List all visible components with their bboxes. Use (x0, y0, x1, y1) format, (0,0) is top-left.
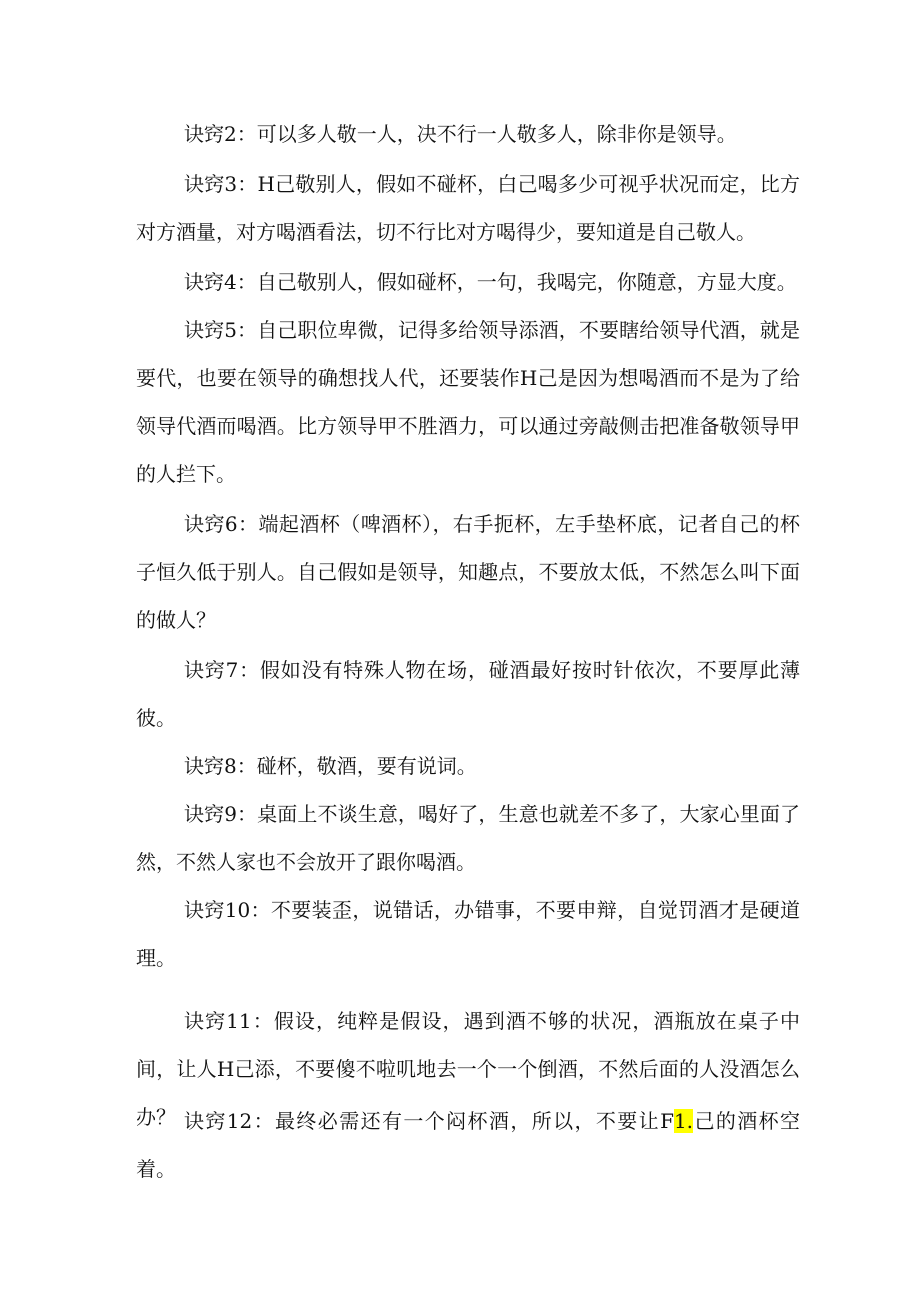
tip-paragraph: 诀窍4：自己敬别人，假如碰杯，一句，我喝完，你随意，方显大度。 (184, 270, 797, 294)
tip-paragraph: 诀窍5：自己职位卑微，记得多给领导添酒，不要瞎给领导代酒，就是要代，也要在领导的确想找人代，还要装作H己是因为想喝酒而不是为了给领导代酒而喝酒。比方领导甲不胜酒力，可以通过旁敲侧击把准备敬领导甲的人拦下。 (136, 318, 800, 486)
tip-paragraph: 诀窍11：假设，纯粹是假设，遇到酒不够的状况，酒瓶放在桌子中间，让人H己添，不要傻不啦叽地去一个一个倒酒，不然后面的人没酒怎么办？ (136, 1009, 800, 1129)
tip-paragraph: 诀窍7：假如没有特殊人物在场，碰酒最好按时针依次，不要厚此薄彼。 (136, 658, 800, 730)
tip-text-before: 诀窍12：最终必需还有一个闷杯酒，所以，不要让F (184, 1109, 674, 1133)
tip-paragraph: 诀窍8：碰杯，敬酒，要有说词。 (184, 754, 477, 778)
tip-paragraph: 诀窍2：可以多人敬一人，决不行一人敬多人，除非你是领导。 (184, 122, 737, 146)
highlighted-text: 1. (673, 1109, 694, 1133)
tip-text-after: 己的酒杯空着。 (136, 1109, 801, 1181)
tip-paragraph: 诀窍3：H己敬别人，假如不碰杯，白己喝多少可视乎状况而定，比方对方酒量，对方喝酒看法，切不行比对方喝得少，要知道是自己敬人。 (136, 172, 800, 244)
tip-paragraph: 诀窍6：端起酒杯（啤酒杯），右手扼杯，左手垫杯底，记者自己的杯子恒久低于别人。自己假如是领导，知趣点，不要放太低，不然怎么叫下面的做人？ (136, 512, 800, 632)
tip-paragraph: 诀窍9：桌面上不谈生意，喝好了，生意也就差不多了，大家心里面了然，不然人家也不会放开了跟你喝酒。 (136, 802, 800, 874)
tip-paragraph: 诀窍10：不要装歪，说错话，办错事，不要申辩，自觉罚酒才是硬道理。 (136, 898, 800, 970)
tip-paragraph-last (136, 1097, 800, 1193)
